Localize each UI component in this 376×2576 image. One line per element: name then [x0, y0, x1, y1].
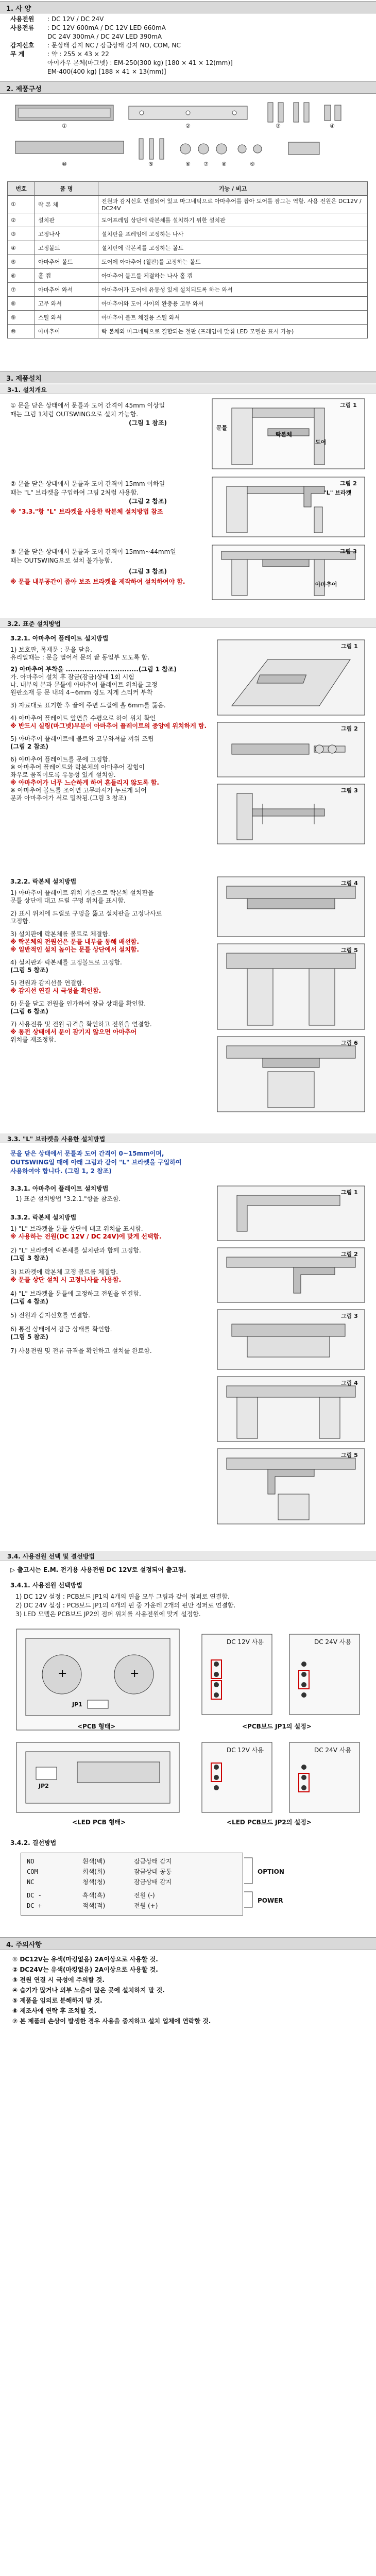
step-text: 7) 사용전원 및 전류 규격을 확인하고 설치를 완료함.	[10, 1347, 152, 1354]
part-number: ⑨	[250, 161, 255, 167]
caution-item: ③ 전원 연결 시 극성에 주의할 것.	[12, 1976, 105, 1984]
figure-caption: 그림 3	[341, 1313, 358, 1319]
label-lock: 락본체	[276, 431, 292, 438]
figure-caption: 그림 2	[341, 725, 358, 732]
spec-label: 무 게	[10, 50, 25, 58]
step-text: 3) LED 모델은 PCB보드 JP2의 점퍼 위치를 사용전원에 맞게 설정함.	[15, 1611, 201, 1618]
lbracket-intro: OUTSWING일 때에 아래 그림과 같이 "L" 브라켓을 구입하여	[10, 1159, 182, 1166]
table-row	[8, 325, 368, 338]
spec-heading: 1. 사 양	[0, 1, 376, 13]
pcb-jp1: JP1	[72, 1701, 82, 1708]
cell-no: ⑦	[8, 283, 35, 297]
table-header: 품 명	[35, 182, 98, 196]
step-text: 좌우로 움직이도록 유동성 있게 설치함.	[10, 771, 116, 778]
step-text: 5) 전원과 감지신호를 연결함.	[10, 1312, 91, 1319]
cell-desc: 아마추어 볼트 체결용 스틸 와셔	[98, 311, 368, 325]
step-text: 5) 아마추어 플레이트에 볼트와 고무와셔를 끼워 조립	[10, 735, 154, 742]
spec-label: 감지신호	[10, 42, 35, 49]
wire-color: 흑색(흑)	[82, 1892, 106, 1899]
step-text: 문과 아마추어가 서로 밀착됨.(그림 3 참조)	[10, 794, 127, 802]
pcb-board-figure	[15, 1628, 180, 1731]
table-header-row	[8, 182, 368, 196]
figure-caption: 그림 1	[341, 643, 358, 650]
caution-item: ⑥ 제조사에 연락 후 조치할 것.	[12, 2007, 97, 2014]
cell-no: ①	[8, 196, 35, 213]
cell-desc: 락 본체와 마그네틱으로 결합되는 철판 (프레임에 맞춰 LED 모델은 표시 가능)	[98, 325, 368, 338]
wire-option: OPTION	[258, 1868, 284, 1875]
part-number: ⑩	[62, 161, 67, 167]
pcb-label: DC 12V 사용	[227, 1638, 264, 1646]
figure-l-5	[216, 1448, 366, 1525]
figure-caption: 그림 4	[341, 1380, 358, 1386]
types-text: ② 문을 닫은 상태에서 문틀과 도어 간격이 15mm 이하일	[10, 480, 165, 487]
figure-caption: 그림 6	[341, 1040, 358, 1046]
install-heading: 3. 제품설치	[0, 371, 376, 383]
label-bracket: "L" 브라켓	[323, 489, 352, 496]
label-door: 도어	[315, 439, 327, 446]
wire-desc: 잠금상태 공통	[134, 1868, 172, 1875]
step-text: 6) 아마추어 플레이트를 문에 고정함.	[10, 756, 110, 763]
figure-std-6	[216, 1036, 366, 1113]
step-text: 2) "L" 브라켓에 락본체를 설치판과 함께 고정함.	[10, 1247, 141, 1254]
table-row	[8, 269, 368, 283]
types-text: 때는 그림 1처럼 OUTSWING으로 설치 가능함.	[10, 411, 139, 418]
wire-color: 흰색(백)	[82, 1858, 106, 1865]
step-text: (그림 5 참조)	[10, 967, 49, 974]
cell-name: 설치판	[35, 213, 98, 227]
cell-desc: 아마추어가 도어에 유동성 있게 설치되도록 하는 와셔	[98, 283, 368, 297]
step-text: ※ 감지선 연결 시 극성을 확인함.	[10, 987, 101, 994]
caution-item: ⑤ 제품을 임의로 분해하지 말 것.	[12, 1997, 102, 2004]
step-text: 1) "L" 브라켓을 문틀 상단에 대고 위치를 표시함.	[10, 1225, 143, 1232]
step-text: 문틀 상단에 대고 드릴 구멍 위치를 표시함.	[10, 897, 126, 904]
step-text: 1) 표준 설치방법 "3.2.1."항을 참조함.	[15, 1195, 121, 1202]
step-text: 고정함.	[10, 918, 30, 925]
wire-desc: 잠금상태 감지	[134, 1878, 172, 1886]
led-pcb-figure	[15, 1741, 180, 1814]
step-text: 1) DC 12V 설정 : PCB보드 JP1의 4개의 핀을 모두 그림과 같이 점퍼로 연결함.	[15, 1593, 230, 1600]
cell-name: 아마추어 볼트	[35, 255, 98, 269]
step-text: 1) 보호판, 목재문 : 문을 닫음.	[10, 646, 92, 653]
cell-no: ⑥	[8, 269, 35, 283]
step-text: 2) 아마추어 부착을 ...............................(그림 1 참조)	[10, 666, 177, 673]
caution-item: ② DC24V는 유색(마킹없음) 2A이상으로 사용할 것.	[12, 1966, 158, 1973]
cell-desc: 아마추어 볼트를 체결하는 나사 홀 캡	[98, 269, 368, 283]
caution-item: ⑦ 본 제품의 손상이 발생한 경우 사용을 중지하고 설치 업체에 연락할 것.	[12, 2018, 211, 2025]
table-row	[8, 283, 368, 297]
table-row	[8, 255, 368, 269]
figure-caption: 그림 3	[341, 787, 358, 794]
part-number: ⑦	[203, 161, 209, 167]
pcb-caption: <PCB 형태>	[77, 1723, 116, 1730]
wire-power: POWER	[258, 1897, 283, 1904]
step-text: 4) "L" 브라켓을 문틀에 고정하고 전원을 연결함.	[10, 1290, 141, 1297]
step-text: 6) 문을 닫고 전원을 인가하여 잠금 상태를 확인함.	[10, 1000, 146, 1007]
types-ref: (그림 3 참조)	[129, 568, 167, 575]
spec-value: : 약 : 255 × 43 × 22	[47, 50, 109, 58]
types-text: ③ 문을 닫은 상태에서 문틀과 도어 간격이 15mm~44mm일	[10, 548, 176, 555]
bolt-parts	[139, 139, 319, 159]
step-text: ※ 아마추어가 너무 느슨하게 하여 흔들리지 않도록 함.	[10, 779, 159, 786]
cell-no: ⑩	[8, 325, 35, 338]
figure-caption: 그림 2	[340, 480, 357, 487]
step-title: 3.3.2. 락본체 설치방법	[10, 1214, 77, 1221]
lbracket-intro: 사용하여야 합니다. (그림 1, 2 참조)	[10, 1167, 112, 1175]
cell-no: ⑤	[8, 255, 35, 269]
cell-desc: 설치판에 락본체를 고정하는 볼트	[98, 241, 368, 255]
spec-label: 사용전원	[10, 15, 35, 23]
screw-parts	[268, 103, 341, 122]
figure-std-1	[216, 639, 366, 716]
step-text: ※ 아마추어 볼트를 조이면 고무와셔가 누르게 되어	[10, 787, 147, 794]
pcb-jp2: JP2	[39, 1783, 49, 1789]
cell-name: 아마추어 와셔	[35, 283, 98, 297]
wire-terminal: DC -	[27, 1892, 42, 1899]
types-heading: 3-1. 설치개요	[0, 384, 376, 394]
step-title: 3.3.1. 아마추어 플레이트 설치방법	[10, 1185, 109, 1192]
step-text: 4) 아마추어 플레이트 앞면을 수평으로 하여 위치 확인	[10, 715, 156, 722]
types-text: ① 문을 닫은 상태에서 문틀과 도어 간격이 45mm 이상일	[10, 402, 165, 409]
cell-no: ②	[8, 213, 35, 227]
pcb-caption: <LED PCB보드 JP2의 설정>	[227, 1819, 312, 1826]
cell-no: ⑧	[8, 297, 35, 311]
wire-color: 적색(적)	[82, 1902, 106, 1909]
cell-name: 고무 와셔	[35, 297, 98, 311]
label-arm: 아마추어	[315, 581, 337, 588]
types-text: 때는 OUTSWING으로 설치 불가능함.	[10, 557, 113, 564]
pcb-label: DC 24V 사용	[314, 1638, 351, 1646]
figure-caption: 그림 3	[340, 548, 357, 555]
svg-text:+: +	[58, 1667, 67, 1680]
table-row	[8, 227, 368, 241]
lbracket-intro: 문을 닫은 상태에서 문틀과 도어 간격이 0~15mm이며,	[10, 1150, 164, 1157]
step-text: 유리일때는 : 문을 열어서 문의 끝 동일부 모도록 함.	[10, 654, 150, 661]
wire-desc: 전원 (-)	[134, 1892, 155, 1899]
wire-desc: 전원 (+)	[134, 1902, 158, 1909]
cell-no: ⑨	[8, 311, 35, 325]
cell-name: 홀 캡	[35, 269, 98, 283]
step-text: 1) 아마추어 플레이트 위치 기준으로 락본체 설치판을	[10, 889, 154, 896]
part-number: ③	[276, 123, 281, 129]
pcb-caption: <PCB보드 JP1의 설정>	[242, 1723, 312, 1730]
step-text: ※ 문틀 상단 설치 시 고정나사를 사용함.	[10, 1276, 122, 1283]
step-text: 5) 전원과 감지선을 연결함.	[10, 979, 84, 987]
pcb-caption: <LED PCB 형태>	[72, 1819, 126, 1826]
figure-caption: 그림 5	[341, 1452, 358, 1459]
step-text: 7) 사용전류 및 전원 규격을 확인하고 전원을 연결함.	[10, 1021, 152, 1028]
step-text: ※ 락본체의 전원선은 문틀 내부를 통해 배선함.	[10, 938, 139, 945]
spec-value: : 문상태 감지 NC / 잠금상태 감지 NO, COM, NC	[47, 42, 181, 49]
table-header: 번호	[8, 182, 35, 196]
cell-no: ③	[8, 227, 35, 241]
types-text: 때는 "L" 브라켓을 구입하여 그림 2처럼 사용함.	[10, 489, 139, 496]
step-text: ※ 통전 상태에서 문이 잠기지 않으면 아마추어	[10, 1028, 137, 1036]
step-text: 2) DC 24V 설정 : PCB보드 JP1의 4개의 핀 중 가운데 2개의 핀만 점퍼로 연결함.	[15, 1602, 236, 1609]
table-row	[8, 213, 368, 227]
armature-part	[15, 141, 124, 154]
lbracket-heading: 3.3. "L" 브라켓을 사용한 설치방법	[0, 1133, 376, 1143]
part-number: ⑤	[148, 161, 153, 167]
caution-item: ① DC12V는 유색(마킹없음) 2A이상으로 사용할 것.	[12, 1956, 158, 1963]
types-ref: (그림 1 참조)	[129, 419, 167, 427]
table-row	[8, 311, 368, 325]
step-title: 3.4.2. 결선방법	[10, 1839, 57, 1846]
table-row	[8, 241, 368, 255]
wire-terminal: NC	[27, 1878, 35, 1886]
step-text: 4) 설치판과 락본체를 고정볼트로 고정함.	[10, 959, 122, 966]
wire-terminal: DC +	[27, 1902, 42, 1909]
table-header: 기능 / 비고	[98, 182, 368, 196]
figure-caption: 그림 2	[341, 1251, 358, 1258]
figure-std-5	[216, 943, 366, 1030]
wire-color: 청색(청)	[82, 1878, 106, 1886]
cell-name: 고정나사	[35, 227, 98, 241]
step-text: 나. 내부의 본과 문틀에 아마추어 플레이트 위치를 고정	[10, 681, 158, 688]
part-number: ④	[330, 123, 335, 129]
figure-caption: 그림 1	[341, 1189, 358, 1196]
step-title: 3.4.1. 사용전원 선택방법	[10, 1582, 82, 1589]
caution-item: ④ 습기가 많거나 외부 노출이 많은 곳에 설치하지 말 것.	[12, 1987, 165, 1994]
spec-value: EM-400(400 kg) [188 × 41 × 13(mm)]	[47, 68, 166, 75]
parts-table	[7, 181, 368, 338]
cell-name: 스틸 와셔	[35, 311, 98, 325]
step-text: (그림 5 참조)	[10, 1333, 49, 1341]
figure-caption: 그림 4	[341, 880, 358, 887]
wiring-note: ▷ 출고시는 E.M. 전기용 사용전원 DC 12V로 설정되어 출고됨.	[10, 1566, 186, 1573]
wire-color: 회색(회)	[82, 1868, 106, 1875]
figure-caption: 그림 1	[340, 402, 357, 409]
step-text: 3) 자료대로 표기한 후 끝에 주변 드릴에 홀 6mm를 뚫음.	[10, 702, 166, 709]
table-row	[8, 297, 368, 311]
step1-block	[10, 646, 206, 802]
cell-name: 락 본 체	[35, 196, 98, 213]
cell-name: 아마추어	[35, 325, 98, 338]
wiring-brackets	[242, 1853, 304, 1914]
step-text: 6) 통전 상태에서 잠금 상태를 확인함.	[10, 1326, 112, 1333]
standard-heading: 3.2. 표준 설치방법	[0, 618, 376, 628]
step-text: 가. 아마추어 설치 후 잠금(잠금)상태 1회 시험	[10, 673, 134, 681]
spec-value: DC 24V 300mA / DC 24V LED 390mA	[47, 33, 162, 40]
part-number: ②	[185, 123, 191, 129]
cell-desc: 전원과 감지신호 연결되어 있고 마그네틱으로 아마추어를 잡아 도어를 잠그는 역할. 사용 전원은 DC12V / DC24V	[98, 196, 368, 213]
step-text: (그림 4 참조)	[10, 1298, 49, 1305]
wire-desc: 잠금상태 감지	[134, 1858, 172, 1865]
step-text: 3) 브라켓에 락본체 고정 볼트를 체결함.	[10, 1268, 118, 1276]
step-text: (그림 3 참조)	[10, 1255, 49, 1262]
step-text: 위치를 재조정함.	[10, 1036, 56, 1043]
step-text: (그림 2 참조)	[10, 743, 49, 750]
spec-label: 사용전류	[10, 24, 35, 31]
pcb-label: DC 24V 사용	[314, 1747, 351, 1754]
step-text: 3) 설치판에 락본체를 볼트로 체결함.	[10, 930, 110, 938]
step-text: ※ 일반적인 설치 높이는 문틀 상단에서 설치함.	[10, 946, 139, 953]
types-note: ※ 문틀 내부공간이 좁아 보조 브라켓을 제작하여 설치하여야 함.	[10, 578, 185, 585]
cell-no: ④	[8, 241, 35, 255]
label-frame: 문틀	[216, 425, 228, 431]
parts-heading: 2. 제품구성	[0, 81, 376, 94]
part-number: ⑧	[221, 161, 227, 167]
figure-caption: 그림 5	[341, 947, 358, 954]
cell-name: 고정볼트	[35, 241, 98, 255]
step-text: ※ 사용하는 전원(DC 12V / DC 24V)에 맞게 선택함.	[10, 1233, 162, 1240]
pcb-label: DC 12V 사용	[227, 1747, 264, 1754]
cell-desc: 아마추어와 도어 사이의 완충용 고무 와셔	[98, 297, 368, 311]
lbracket-steps	[10, 1225, 206, 1355]
spec-value: : DC 12V 600mA / DC 12V LED 660mA	[47, 24, 166, 31]
part-number: ⑥	[185, 161, 191, 167]
cell-desc: 도어프레임 상단에 락본체를 설치하기 위한 설치판	[98, 213, 368, 227]
wire-terminal: NO	[27, 1858, 35, 1865]
wiring-heading: 3.4. 사용전원 선택 및 결선방법	[0, 1551, 376, 1561]
wiring-diagram	[21, 1853, 243, 1916]
step-title: 3.2.2. 락본체 설치방법	[10, 878, 77, 885]
svg-text:+: +	[130, 1667, 140, 1680]
caution-heading: 4. 주의사항	[0, 1937, 376, 1950]
types-note: ※ "3.3."항 "L" 브라켓을 사용한 락본체 설치방법 참조	[10, 508, 163, 515]
cell-desc: 설치판을 프레임에 고정하는 나사	[98, 227, 368, 241]
step2-block	[10, 889, 206, 1044]
step-title: 3.2.1. 아마추어 플레이트 설치방법	[10, 635, 109, 642]
step-text: 2) 표시 위치에 드릴로 구멍을 뚫고 설치판을 고정나사로	[10, 910, 162, 917]
types-ref: (그림 2 참조)	[129, 498, 167, 505]
step-text: ※ 아마추어 플레이트와 락본체의 아마추어 잡힘이	[10, 764, 145, 771]
spec-value: : DC 12V / DC 24V	[47, 15, 104, 23]
step-text: 원판소재 등 문 내의 4~6mm 정도 지게 스티커 부착	[10, 689, 153, 696]
wire-terminal: COM	[27, 1868, 38, 1875]
cell-desc: 도어에 아마추어 (철판)를 고정하는 볼트	[98, 255, 368, 269]
part-number: ①	[62, 123, 67, 129]
spec-value: 아이카우 본체(마그넷) : EM-250(300 kg) [180 × 41 × 12(mm)]	[47, 59, 233, 66]
step-text: (그림 6 참조)	[10, 1008, 49, 1015]
step-text: ※ 반드시 실링(마그넷)부분이 아마추어 플레이트의 중앙에 위치하게 함.	[10, 722, 207, 730]
table-row	[8, 196, 368, 213]
